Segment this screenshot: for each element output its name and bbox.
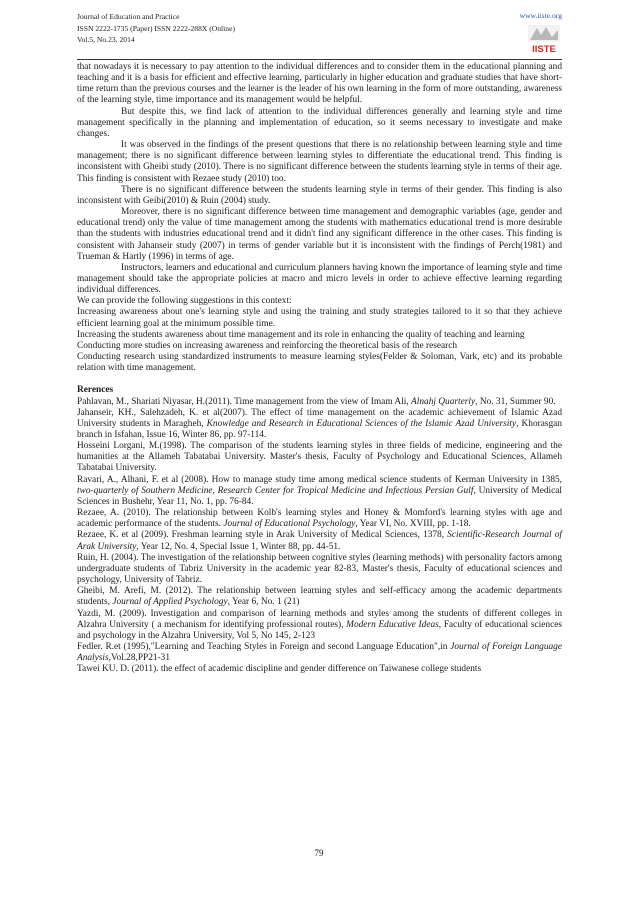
reference-item [77, 642, 562, 664]
reference-item [77, 530, 562, 552]
reference-item [77, 397, 562, 408]
header-rule [77, 59, 562, 60]
reference-list [77, 397, 562, 676]
page-body [77, 62, 562, 675]
reference-text: Jahanseir, KH., Salehzadeh, K. et al(2007). The effect of time management on the academic achievement of Islamic Azad University students in Maragheh, [77, 407, 562, 429]
reference-text: Gheibi, M. Arefi, M. (2012). The relationship between learning styles and self-efficacy among the academic departments students, [77, 586, 562, 608]
reference-item [77, 508, 562, 530]
reference-text: , Faculty of educational sciences and psychology in the Alzahra University, Vol 5, No 145, 2-123 [77, 619, 562, 641]
reference-text: Ravari, A., Alhani, F. et al (2008). How to manage study time among medical science students of Kerman University in 1385, [77, 474, 562, 485]
reference-source: Alnahj Quarterly [411, 396, 476, 407]
body-paragraph: It was observed in the findings of the present questions that there is no relationship between learning style and time management; there is no significant difference between learning styles to differentiate the educational trend. This finding is inconsistent with Gheibi study (2010). There is no significant difference between the students learning style in terms of their age. This finding is consistent with Rezaee study (2010) too. [77, 140, 562, 184]
reference-text: , University of Medical Sciences in Bushehr, Year 11, No. 1, pp. 76-84. [77, 485, 563, 507]
body-paragraph: Moreover, there is no significant difference between time management and demographic variables (age, gender and educational trend) only the value of time management among the students with mathematics educational trend is more desirable than the students with industries educational trend and it didn't find any significant difference in the other cases. This finding is consistent with Jahanseir study (2007) in terms of gender variable but it is inconsistent with the findings of Perch(1981) and Trueman & Hartly (1996) in terms of age. [77, 207, 562, 262]
reference-text: Rezaee, A. (2010). The relationship between Kolb's learning styles and Honey & Momford's learning styles with age and academic performance of the students. [77, 508, 562, 530]
reference-text: , No. 31, Summer 90. [475, 396, 556, 407]
body-paragraph: Instructors, learners and educational and curriculum planners having known the importance of learning style and time management should take the appropriate policies at macro and micro levels in order to achieve effective learning regarding individual differences. [77, 262, 562, 296]
volume-line: Vol.5, No.23, 2014 [77, 35, 135, 45]
issn-line: ISSN 2222-1735 (Paper) ISSN 2222-288X (Online) [77, 23, 235, 33]
reference-text: ,Vol.28,PP21-31 [108, 653, 171, 664]
reference-item [77, 664, 562, 675]
reference-text: , Khorasgan branch in Isfahan, Issue 16, Winter 86, pp. 97-114. [77, 418, 562, 440]
reference-text: , Year VI, No. XVIII, pp. 1-18. [355, 519, 471, 530]
reference-text: Hosseini Lorgani, M.(1998). The comparison of the students learning styles in three fields of medicine, engineering and the humanities at the Allameh Tabatabai University. Master's thesis, Faculty of Psychology and Educational Sciences, Allameh Tabatabai University. [77, 441, 562, 474]
reference-text: , Year 12, No. 4, Special Issue 1, Winter 88, pp. 44-51. [136, 541, 341, 552]
suggestion-item: Increasing the students awareness about time management and its role in enhancing the quality of teaching and learning [77, 329, 525, 340]
reference-item [77, 441, 562, 474]
references-heading: Rerences [77, 385, 114, 396]
suggestion-item: Increasing awareness about one's learning style and using the training and study strategies tailored to it so that they achieve efficient learning goal at the minimum possible time. [77, 307, 562, 329]
body-paragraph: But despite this, we find lack of attention to the individual differences generally and learning style and time management specifically in the planning and implementation of education, so it seems necessary to investigate and make changes. [77, 106, 562, 139]
reference-item [77, 408, 562, 441]
reference-text: Yazdi, M. (2009). Investigation and comparison of learning methods and styles among the students of different colleges in Alzahra University ( a mechanism for identifying professional routes), [77, 608, 562, 630]
reference-item [77, 586, 562, 608]
body-paragraph: that nowadays it is necessary to pay attention to the individual differences and to consider them in the educational planning and teaching and it is a basis for efficient and effective learning, particularly in higher education and graduate studies that have short-time return than the previous courses and the learner is the leader of his own learning in the form of more outstanding, awareness of the learning style, time importance and its management would be helpful. [77, 62, 562, 106]
reference-source: two-quarterly of Southern Medicine, Research Center for Tropical Medicine and Infectious Persian Gulf [77, 485, 474, 496]
reference-item [77, 553, 562, 586]
reference-text: Tawei KU. D. (2011). the effect of academic discipline and gender difference on Taiwanese college students [77, 664, 482, 675]
reference-text: , Year 6, No. 1 (21) [227, 597, 300, 608]
reference-source: Journal of Foreign Language Analysis [77, 641, 562, 664]
reference-source: Knowledge and Research in Educational Sciences of the Islamic Azad University [206, 418, 517, 429]
reference-item [77, 475, 562, 508]
reference-text: Rezaee, K. et al (2009). Freshman learning style in Arak University of Medical Sciences, 1378, [77, 530, 448, 541]
journal-url-link[interactable]: www.iiste.org [519, 11, 562, 20]
reference-text: Ruin, H. (2004). The investigation of the relationship between cognitive styles (learning methods) with personality factors among undergraduate students of Tabriz University in the academic year 82-83, Master's thesis, Faculty of educational sciences and psychology, University of Tabriz. [77, 552, 562, 586]
logo-text: IISTE [532, 44, 556, 55]
suggestion-item: Conducting more studies on increasing awareness and reinforcing the theoretical basis of the research [77, 340, 458, 351]
reference-text: Pahlavan, M., Shariati Niyasar, H.(2011). Time management from the view of Imam Ali, [77, 396, 412, 407]
reference-source: Journal of Applied Psychology [112, 597, 228, 608]
iiste-logo [526, 23, 562, 55]
reference-source: Journal of Educational Psychology [223, 519, 356, 530]
reference-text: Fedler. R.et (1995),"Learning and Teaching Styles in Foreign and second Language Education",in [77, 641, 451, 652]
suggestion-item: Conducting research using standardized instruments to measure learning styles(Felder & Soloman, Vark, etc) and its probable relation with time management. [77, 352, 562, 374]
reference-item [77, 609, 562, 642]
reference-source: Modern Educative Ideas [346, 619, 439, 630]
body-paragraph: There is no significant difference between the students learning style in terms of their gender. This finding is also inconsistent with Geibi(2010) & Ruin (2004) study. [77, 184, 562, 206]
page-number: 79 [314, 848, 324, 858]
reference-source: Scientific-Research Journal of Arak University [77, 530, 562, 552]
journal-name: Journal of Education and Practice [77, 12, 180, 21]
suggestions-intro: We can provide the following suggestions in this context: [77, 296, 292, 307]
page-header [77, 11, 562, 55]
